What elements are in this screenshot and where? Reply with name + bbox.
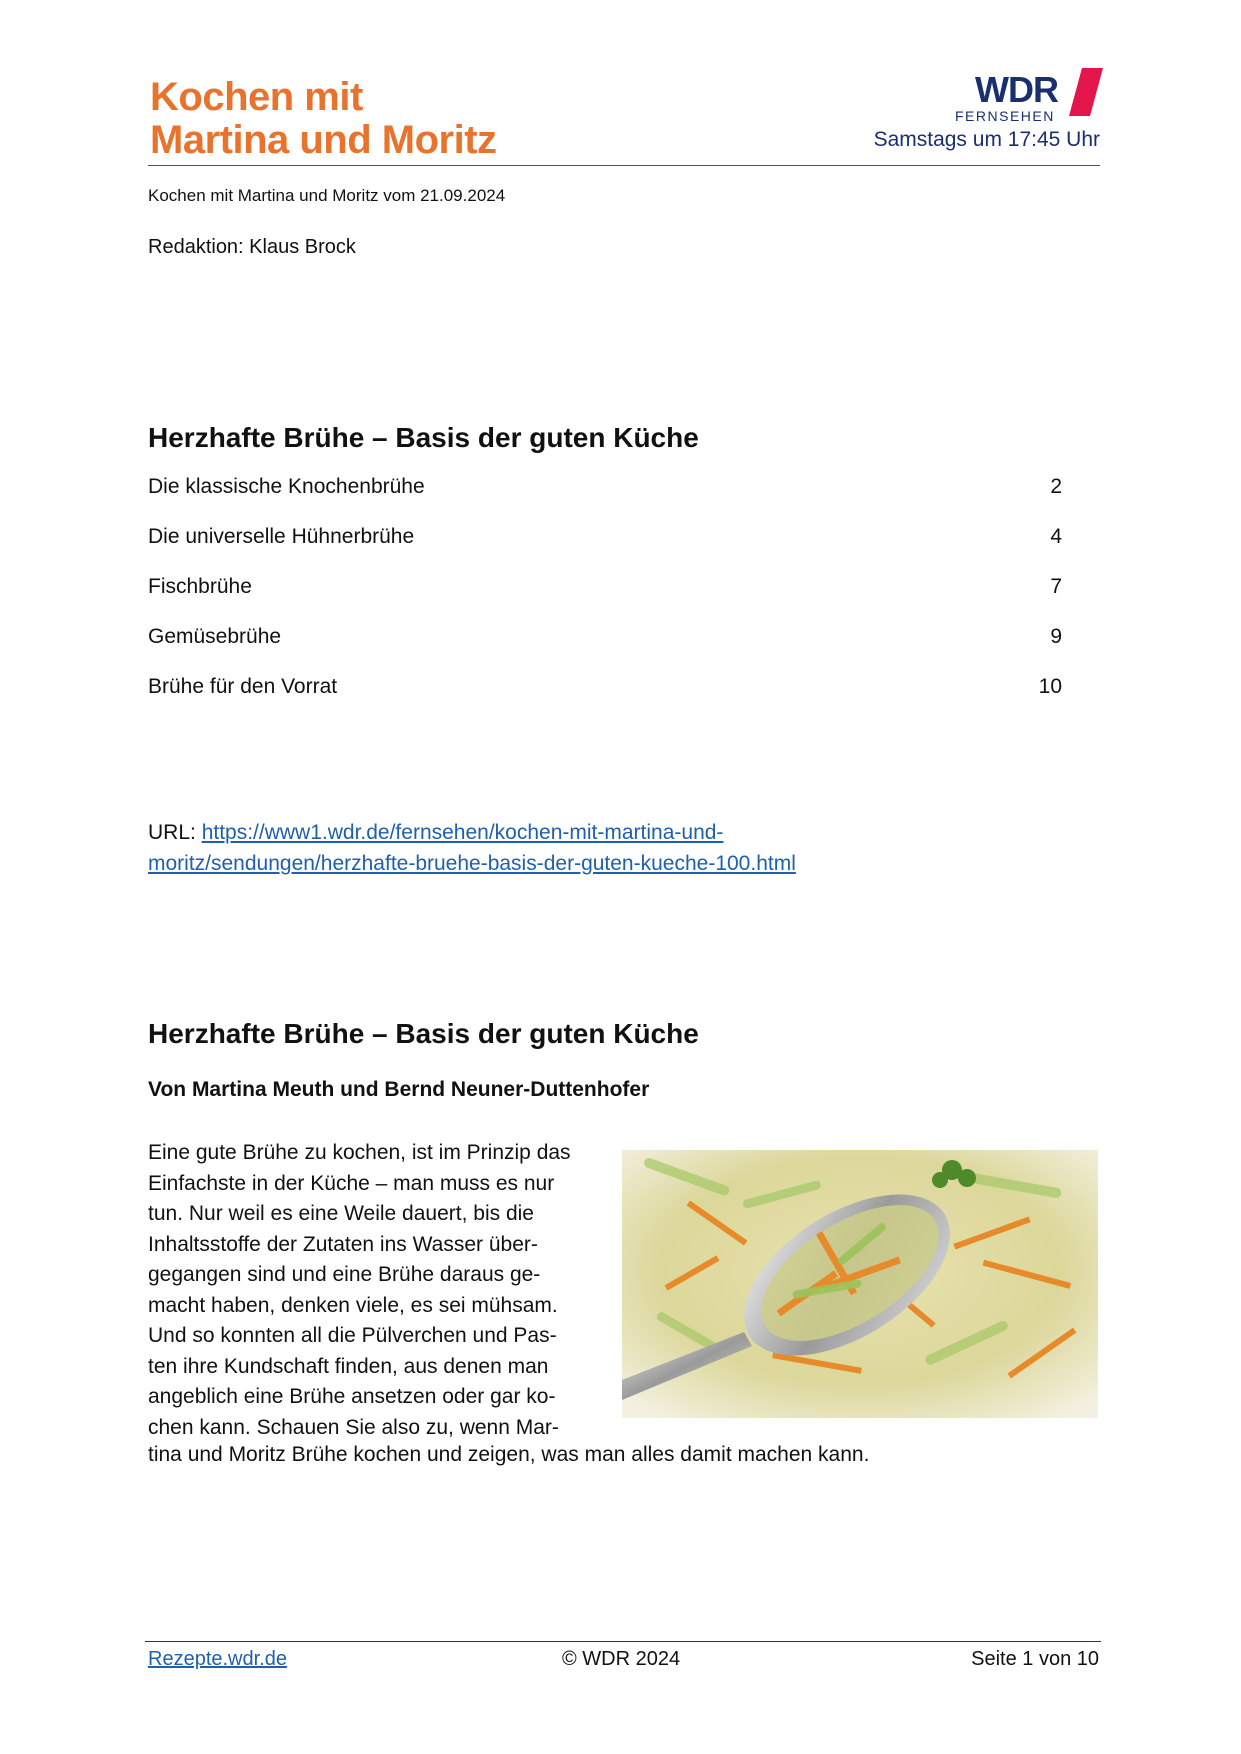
show-title bbox=[150, 76, 497, 162]
intro-line: tun. Nur weil es eine Weile dauert, bis die bbox=[148, 1202, 534, 1225]
wdr-logo-subtext: FERNSEHEN bbox=[955, 108, 1055, 124]
broadcast-schedule: Samstags um 17:45 Uhr bbox=[873, 128, 1100, 151]
url-label: URL: bbox=[148, 821, 202, 844]
intro-line: angeblich eine Brühe ansetzen oder gar ko- bbox=[148, 1385, 556, 1408]
toc-row bbox=[148, 570, 1062, 620]
toc-row bbox=[148, 670, 1062, 720]
toc-item-page: 2 bbox=[1050, 475, 1062, 498]
toc-row bbox=[148, 520, 1062, 570]
table-of-contents bbox=[148, 470, 1062, 720]
intro-line: Eine gute Brühe zu kochen, ist im Prinzip das bbox=[148, 1141, 571, 1164]
intro-line: ten ihre Kundschaft finden, aus denen man bbox=[148, 1354, 549, 1378]
toc-item-page: 4 bbox=[1050, 525, 1062, 548]
show-title-line2: Martina und Moritz bbox=[150, 118, 497, 162]
url-line1[interactable]: https://www1.wdr.de/fernsehen/kochen-mit-martina-und- bbox=[201, 821, 724, 844]
source-url-link[interactable] bbox=[148, 821, 796, 875]
intro-line: gegangen sind und eine Brühe daraus ge- bbox=[148, 1263, 541, 1286]
show-title-line1: Kochen mit bbox=[150, 75, 363, 119]
intro-line: chen kann. Schauen Sie also zu, wenn Mar- bbox=[148, 1415, 559, 1439]
intro-line: Und so konnten all die Pülverchen und Pas- bbox=[148, 1324, 557, 1347]
article-intro bbox=[148, 1138, 608, 1443]
toc-item-page: 10 bbox=[1038, 675, 1062, 698]
episode-line: Kochen mit Martina und Moritz vom 21.09.2024 bbox=[148, 186, 506, 205]
page-number: Seite 1 von 10 bbox=[971, 1648, 1099, 1670]
intro-last-line: tina und Moritz Brühe kochen und zeigen, was man alles damit machen kann. bbox=[148, 1443, 870, 1466]
header-divider bbox=[148, 165, 1100, 166]
toc-item-label: Brühe für den Vorrat bbox=[148, 675, 338, 698]
intro-line: Inhaltsstoffe der Zutaten ins Wasser über- bbox=[148, 1232, 538, 1256]
toc-item-label: Die universelle Hühnerbrühe bbox=[148, 525, 415, 548]
toc-item-page: 9 bbox=[1050, 625, 1062, 648]
article-title: Herzhafte Brühe – Basis der guten Küche bbox=[148, 1018, 699, 1049]
toc-item-label: Die klassische Knochenbrühe bbox=[148, 475, 425, 498]
url-block bbox=[148, 817, 948, 879]
footer-site-link[interactable]: Rezepte.wdr.de bbox=[148, 1648, 287, 1670]
intro-line: Einfachste in der Küche – man muss es nur bbox=[148, 1171, 555, 1195]
toc-title: Herzhafte Brühe – Basis der guten Küche bbox=[148, 422, 699, 453]
toc-item-label: Fischbrühe bbox=[148, 575, 252, 598]
wdr-logo-text: WDR bbox=[975, 69, 1058, 110]
toc-row bbox=[148, 470, 1062, 520]
toc-item-page: 7 bbox=[1050, 575, 1062, 598]
broth-spoon-photo bbox=[622, 1150, 1098, 1418]
redaktion-line: Redaktion: Klaus Brock bbox=[148, 236, 356, 258]
footer-copyright: © WDR 2024 bbox=[562, 1648, 681, 1670]
url-line2[interactable]: moritz/sendungen/herzhafte-bruehe-basis-der-guten-kueche-100.html bbox=[148, 852, 796, 875]
intro-line: macht haben, denken viele, es sei mühsam. bbox=[148, 1293, 558, 1317]
article-byline: Von Martina Meuth und Bernd Neuner-Duttenhofer bbox=[148, 1078, 650, 1101]
toc-item-label: Gemüsebrühe bbox=[148, 625, 282, 648]
broth-spoon-illustration-icon bbox=[622, 1150, 1098, 1418]
toc-row bbox=[148, 620, 1062, 670]
footer-divider bbox=[145, 1641, 1101, 1642]
